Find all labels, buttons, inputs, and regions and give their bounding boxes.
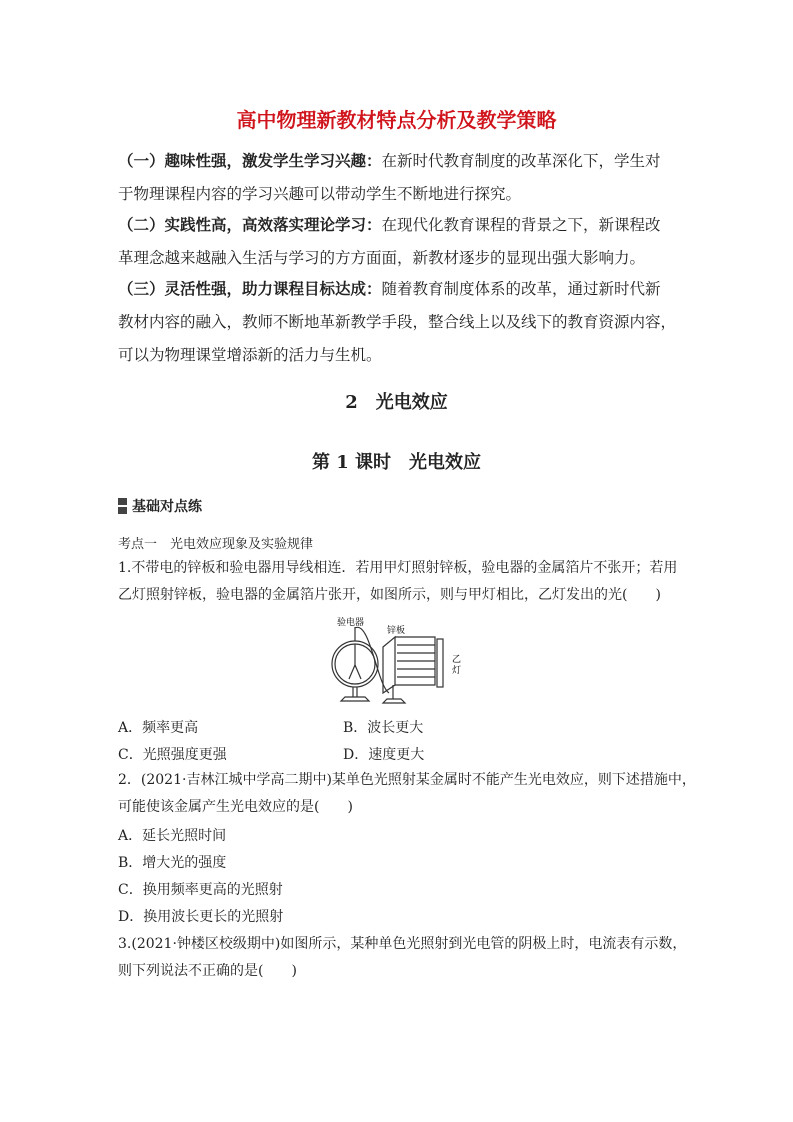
intro-paragraph-3 (118, 272, 680, 372)
question-3 (118, 931, 688, 985)
badge-bar-icon (118, 498, 127, 514)
electroscope-figure (325, 615, 470, 710)
lamp (437, 639, 443, 687)
badge-label: 基础对点练 (132, 499, 202, 515)
page-title: 高中物理新教材特点分析及教学策略 (236, 108, 557, 132)
intro-text: 革理念越来越融入生活与学习的方方面面，新教材逐步的显现出强大影响力。 (118, 249, 646, 267)
q2-option-d: D．换用波长更长的光照射 (118, 909, 284, 925)
intro-text: 可以为物理课堂增添新的活力与生机。 (118, 346, 382, 364)
intro-text: 在现代化教育课程的背景之下，新课程改 (381, 216, 661, 234)
zinc-plate (383, 637, 395, 693)
intro-lead-3: （三）灵活性强，助力课程目标达成： (118, 279, 382, 298)
intro-paragraph-2 (118, 208, 680, 275)
intro-lead-1: （一）趣味性强，激发学生学习兴趣： (118, 151, 382, 170)
zinc-stand-base (383, 699, 405, 703)
intro-text: 随着教育制度体系的改革，通过新时代新 (381, 280, 661, 298)
lamp-label-2: 灯 (452, 666, 462, 676)
intro-text: 在新时代教育制度的改革深化下，学生对 (381, 152, 661, 170)
question-text: 2．(2021·吉林江城中学高二期中)某单色光照射某金属时不能产生光电效应，则下述措施中， (118, 772, 696, 788)
foil-right (355, 665, 361, 679)
q1-option-a: A．频率更高 (118, 720, 199, 736)
practice-badge (118, 496, 202, 516)
intro-paragraph-1 (118, 144, 680, 211)
topic-point: 考点一 光电效应现象及实验规律 (118, 537, 314, 552)
question-1 (118, 555, 688, 609)
question-text: 1.不带电的锌板和验电器用导线相连．若用甲灯照射锌板，验电器的金属箔片不张开；若用 (118, 560, 678, 576)
question-text: 3.(2021·钟楼区校级期中)如图所示，某种单色光照射到光电管的阴极上时，电流表有示数， (118, 936, 687, 952)
lamp-label-1: 乙 (452, 655, 462, 665)
section-title: 2 光电效应 (345, 392, 448, 413)
q2-option-a: A．延长光照时间 (118, 828, 227, 844)
q1-option-d: D．速度更大 (343, 747, 425, 763)
electroscope-stand (341, 687, 369, 701)
question-text: 则下列说法不正确的是( ) (118, 963, 297, 979)
intro-text: 教材内容的融入，教师不断地革新教学手段，整合线上以及线下的教育资源内容， (118, 313, 677, 331)
question-2 (118, 767, 696, 821)
q1-option-c: C．光照强度更强 (118, 747, 227, 763)
intro-text: 于物理课程内容的学习兴趣可以带动学生不断地进行探究。 (118, 185, 522, 203)
question-text: 可能使该金属产生光电效应的是( ) (118, 799, 353, 815)
intro-lead-2: （二）实践性高，高效落实理论学习： (118, 215, 382, 234)
foil-left (349, 665, 355, 679)
electroscope-label: 验电器 (337, 618, 365, 628)
q2-option-b: B．增大光的强度 (118, 855, 227, 871)
question-text: 乙灯照射锌板，验电器的金属箔片张开，如图所示，则与甲灯相比，乙灯发出的光( ) (118, 587, 661, 603)
q2-option-c: C．换用频率更高的光照射 (118, 882, 283, 898)
q1-option-b: B．波长更大 (343, 720, 424, 736)
zinc-plate-label: 锌板 (387, 626, 406, 636)
lesson-title: 第 1 课时 光电效应 (311, 452, 482, 473)
